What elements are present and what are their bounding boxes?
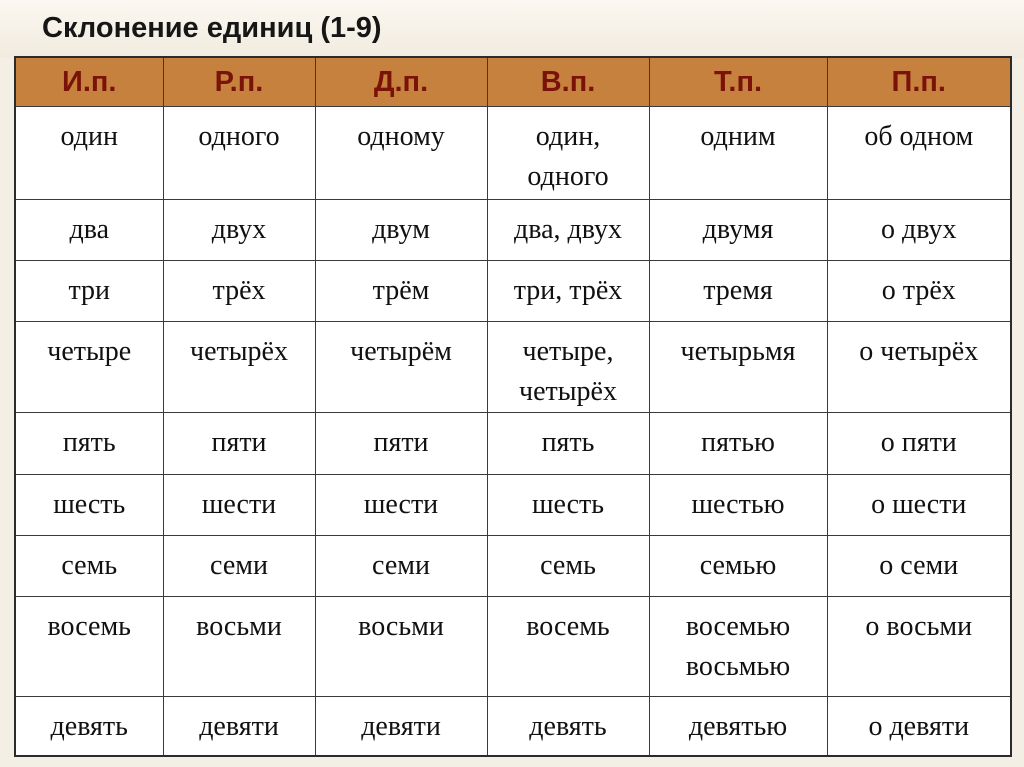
table-cell: четырёх bbox=[163, 322, 315, 413]
table-cell: девять bbox=[487, 696, 649, 756]
table-cell: о девяти bbox=[827, 696, 1011, 756]
table-cell: трёх bbox=[163, 261, 315, 322]
table-cell: три bbox=[15, 261, 163, 322]
table-cell: девятью bbox=[649, 696, 827, 756]
table-cell: семи bbox=[315, 535, 487, 596]
table-cell: девять bbox=[15, 696, 163, 756]
table-row bbox=[15, 200, 1011, 261]
table-row bbox=[15, 261, 1011, 322]
table-cell: о семи bbox=[827, 535, 1011, 596]
header-prepositional: П.п. bbox=[827, 57, 1011, 107]
table-cell: три, трёх bbox=[487, 261, 649, 322]
table-cell: о двух bbox=[827, 200, 1011, 261]
table-row bbox=[15, 413, 1011, 474]
table-cell: о восьми bbox=[827, 596, 1011, 696]
table-cell: одного bbox=[163, 107, 315, 200]
table-cell: девяти bbox=[315, 696, 487, 756]
table-cell: шесть bbox=[15, 474, 163, 535]
table-cell: четыре bbox=[15, 322, 163, 413]
table-cell: семи bbox=[163, 535, 315, 596]
table-cell: семью bbox=[649, 535, 827, 596]
table-cell: одним bbox=[649, 107, 827, 200]
table-cell: пятью bbox=[649, 413, 827, 474]
table-cell: четырьмя bbox=[649, 322, 827, 413]
table-cell: шестью bbox=[649, 474, 827, 535]
table-cell: семь bbox=[487, 535, 649, 596]
table-row bbox=[15, 322, 1011, 413]
table-cell: восемь bbox=[15, 596, 163, 696]
table-cell: шести bbox=[163, 474, 315, 535]
table-cell: тремя bbox=[649, 261, 827, 322]
table-cell: о пяти bbox=[827, 413, 1011, 474]
table-cell: одному bbox=[315, 107, 487, 200]
table-cell: четыре, четырёх bbox=[487, 322, 649, 413]
table-cell: восьми bbox=[315, 596, 487, 696]
table-cell: восемью восьмью bbox=[649, 596, 827, 696]
table-cell: шесть bbox=[487, 474, 649, 535]
table-cell: двумя bbox=[649, 200, 827, 261]
table-cell: один bbox=[15, 107, 163, 200]
table-cell: шести bbox=[315, 474, 487, 535]
header-row bbox=[15, 57, 1011, 107]
table-cell: один, одного bbox=[487, 107, 649, 200]
table-cell: четырём bbox=[315, 322, 487, 413]
table-cell: девяти bbox=[163, 696, 315, 756]
table-cell: о трёх bbox=[827, 261, 1011, 322]
table-cell: восьми bbox=[163, 596, 315, 696]
table-row bbox=[15, 535, 1011, 596]
table-cell: двух bbox=[163, 200, 315, 261]
header-genitive: Р.п. bbox=[163, 57, 315, 107]
table-cell: трём bbox=[315, 261, 487, 322]
table-row bbox=[15, 696, 1011, 756]
table-cell: пяти bbox=[163, 413, 315, 474]
table-cell: о четырёх bbox=[827, 322, 1011, 413]
header-accusative: В.п. bbox=[487, 57, 649, 107]
header-instrumental: Т.п. bbox=[649, 57, 827, 107]
table-row bbox=[15, 474, 1011, 535]
table-cell: пять bbox=[15, 413, 163, 474]
table-cell: два, двух bbox=[487, 200, 649, 261]
table-cell: семь bbox=[15, 535, 163, 596]
table-row bbox=[15, 596, 1011, 696]
table-cell: о шести bbox=[827, 474, 1011, 535]
header-dative: Д.п. bbox=[315, 57, 487, 107]
table-cell: восемь bbox=[487, 596, 649, 696]
table-cell: два bbox=[15, 200, 163, 261]
table-cell: об одном bbox=[827, 107, 1011, 200]
table-cell: пяти bbox=[315, 413, 487, 474]
table-row bbox=[15, 107, 1011, 200]
page-title: Склонение единиц (1-9) bbox=[42, 12, 382, 44]
table-cell: двум bbox=[315, 200, 487, 261]
table-cell: пять bbox=[487, 413, 649, 474]
header-nominative: И.п. bbox=[15, 57, 163, 107]
declension-table bbox=[14, 56, 1012, 757]
